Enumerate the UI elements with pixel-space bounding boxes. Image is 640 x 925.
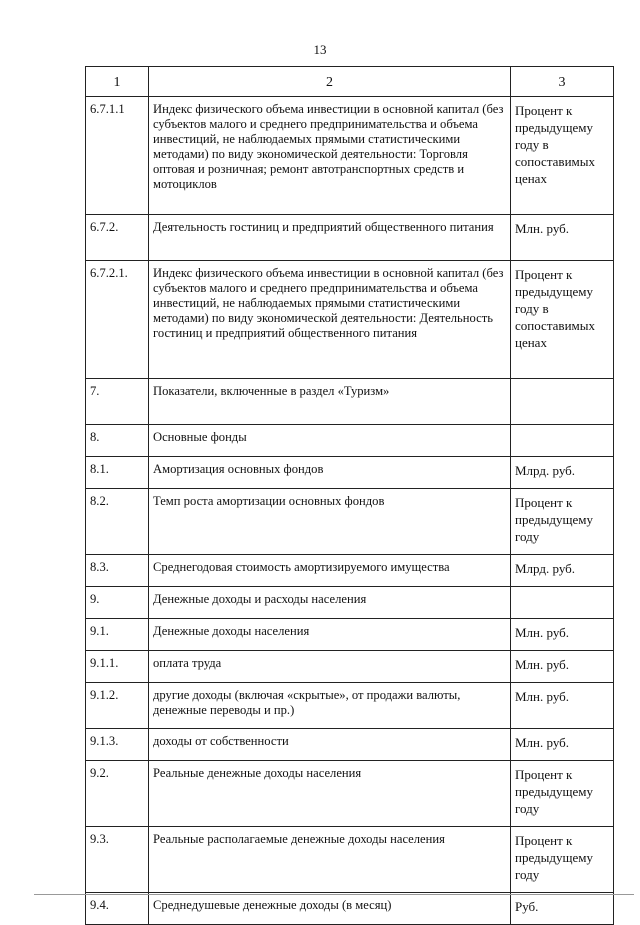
row-unit: Процент к предыдущему году в сопоставимых ценах: [511, 261, 614, 379]
indicators-table: [85, 66, 614, 925]
row-code: 9.1.1.: [86, 651, 149, 683]
row-code: 7.: [86, 379, 149, 425]
table-row: [86, 587, 614, 619]
row-unit: Млн. руб.: [511, 651, 614, 683]
table-row: [86, 827, 614, 893]
row-code: 6.7.2.1.: [86, 261, 149, 379]
row-indicator: Денежные доходы и расходы населения: [149, 587, 511, 619]
row-indicator: доходы от собственности: [149, 729, 511, 761]
table-row: [86, 261, 614, 379]
row-indicator: Реальные располагаемые денежные доходы населения: [149, 827, 511, 893]
row-indicator: оплата труда: [149, 651, 511, 683]
row-code: 8.2.: [86, 489, 149, 555]
page-number: 13: [313, 42, 327, 57]
table-row: [86, 619, 614, 651]
row-unit: Процент к предыдущему году: [511, 827, 614, 893]
table-row: [86, 425, 614, 457]
row-code: 6.7.2.: [86, 215, 149, 261]
table-row: [86, 457, 614, 489]
row-code: 9.1.: [86, 619, 149, 651]
table-row: [86, 761, 614, 827]
row-code: 9.1.3.: [86, 729, 149, 761]
row-unit: Руб.: [511, 893, 614, 925]
row-indicator: Денежные доходы населения: [149, 619, 511, 651]
row-indicator: Темп роста амортизации основных фондов: [149, 489, 511, 555]
row-unit: Млн. руб.: [511, 215, 614, 261]
row-unit: Млрд. руб.: [511, 457, 614, 489]
row-unit: Млн. руб.: [511, 683, 614, 729]
row-code: 8.: [86, 425, 149, 457]
row-unit: Процент к предыдущему году в сопоставимых ценах: [511, 97, 614, 215]
row-code: 9.1.2.: [86, 683, 149, 729]
row-indicator: Индекс физического объема инвестиции в основной капитал (без субъектов малого и среднего предпринимательства и объема инвестиций, не наблюдаемых прямыми статистическими методами) по виду экономической деятельности: Торговля оптовая и розничная; ремонт автотранспортных средств и мотоциклов: [149, 97, 511, 215]
table-row: [86, 651, 614, 683]
row-indicator: другие доходы (включая «скрытые», от продажи валюты, денежные переводы и пр.): [149, 683, 511, 729]
row-code: 9.: [86, 587, 149, 619]
table-row: [86, 729, 614, 761]
row-unit: [511, 379, 614, 425]
row-indicator: Индекс физического объема инвестиции в основной капитал (без субъектов малого и среднего предпринимательства и объема инвестиций, не наблюдаемых прямыми статистическими методами) по виду экономической деятельности: Деятельность гостиниц и предприятий общественного питания: [149, 261, 511, 379]
header-col-3: 3: [511, 67, 614, 97]
page-bottom-rule: [34, 894, 634, 895]
row-code: 8.1.: [86, 457, 149, 489]
row-indicator: Деятельность гостиниц и предприятий общественного питания: [149, 215, 511, 261]
table-row: [86, 379, 614, 425]
header-col-2: 2: [149, 67, 511, 97]
row-unit: Процент к предыдущему году: [511, 489, 614, 555]
row-indicator: Основные фонды: [149, 425, 511, 457]
row-unit: Млн. руб.: [511, 619, 614, 651]
row-indicator: Показатели, включенные в раздел «Туризм»: [149, 379, 511, 425]
table-row: [86, 683, 614, 729]
row-code: 6.7.1.1: [86, 97, 149, 215]
row-unit: Млрд. руб.: [511, 555, 614, 587]
row-code: 8.3.: [86, 555, 149, 587]
row-code: 9.2.: [86, 761, 149, 827]
row-unit: [511, 587, 614, 619]
header-col-1: 1: [86, 67, 149, 97]
row-code: 9.4.: [86, 893, 149, 925]
table-row: [86, 489, 614, 555]
table-row: [86, 97, 614, 215]
row-unit: Млн. руб.: [511, 729, 614, 761]
table-row: [86, 555, 614, 587]
row-unit: [511, 425, 614, 457]
table-row: [86, 215, 614, 261]
row-indicator: Реальные денежные доходы населения: [149, 761, 511, 827]
row-unit: Процент к предыдущему году: [511, 761, 614, 827]
row-indicator: Среднедушевые денежные доходы (в месяц): [149, 893, 511, 925]
row-code: 9.3.: [86, 827, 149, 893]
table-row: [86, 893, 614, 925]
row-indicator: Среднегодовая стоимость амортизируемого имущества: [149, 555, 511, 587]
table-header-row: [86, 67, 614, 97]
row-indicator: Амортизация основных фондов: [149, 457, 511, 489]
